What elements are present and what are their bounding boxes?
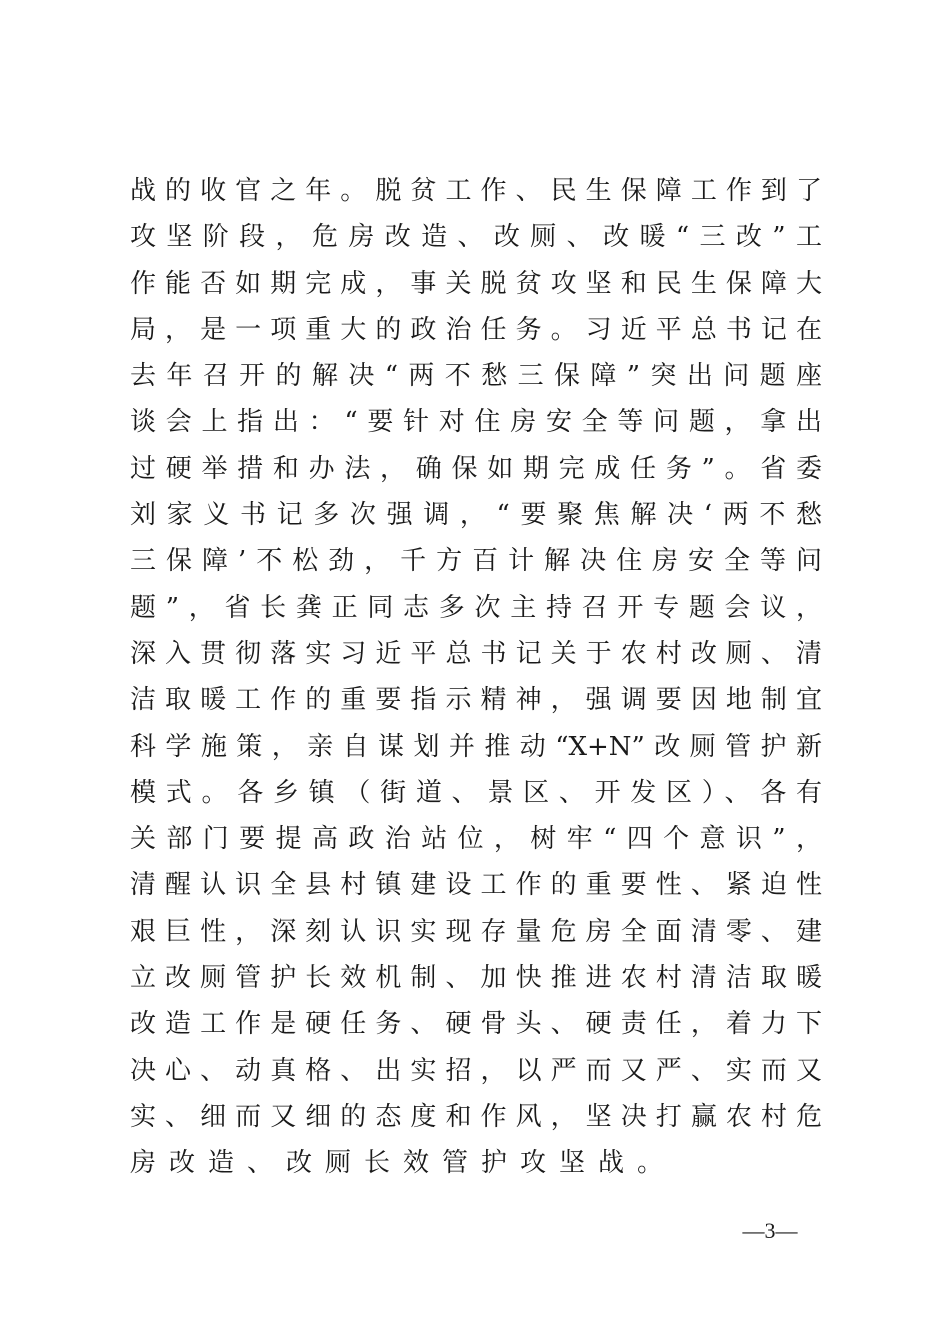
- text-line: 刘家义书记多次强调，“要聚焦解决‘两不愁: [130, 500, 822, 531]
- text-line: 去年召开的解决“两不愁三保障”突出问题座: [130, 361, 822, 392]
- text-line: 深入贯彻落实习近平总书记关于农村改厕、清: [130, 638, 822, 669]
- text-line: 清醒认识全县村镇建设工作的重要性、紧迫性: [130, 870, 822, 901]
- text-line: 战的收官之年。脱贫工作、民生保障工作到了: [130, 176, 822, 206]
- body-text: [130, 168, 822, 1187]
- text-line: 艰巨性，深刻认识实现存量危房全面清零、建: [130, 916, 822, 947]
- text-line: 作能否如期完成，事关脱贫攻坚和民生保障大: [130, 268, 822, 299]
- text-line: 洁取暖工作的重要指示精神，强调要因地制宜: [130, 685, 822, 716]
- text-line: 决心、动真格、出实招，以严而又严、实而又: [130, 1055, 822, 1086]
- text-line: 改造工作是硬任务、硬骨头、硬责任，着力下: [130, 1009, 822, 1040]
- text-line: 题”，省长龚正同志多次主持召开专题会议，: [130, 592, 822, 623]
- text-line: 过硬举措和办法，确保如期完成任务”。省委: [130, 453, 822, 484]
- text-line-last: 房改造、改厕长效管护攻坚战。: [130, 1148, 677, 1179]
- text-line: 三保障’不松劲，千方百计解决住房安全等问: [130, 546, 822, 577]
- text-line: 科学施策，亲自谋划并推动“X+N”改厕管护新: [130, 731, 822, 762]
- text-line: 模式。各乡镇（街道、景区、开发区）、各有: [130, 777, 822, 808]
- page-number: —3—: [742, 1218, 798, 1243]
- text-line: 立改厕管护长效机制、加快推进农村清洁取暖: [130, 963, 822, 994]
- text-line: 谈会上指出：“要针对住房安全等问题，拿出: [130, 407, 822, 438]
- text-line: 实、细而又细的态度和作风，坚决打赢农村危: [130, 1101, 822, 1132]
- text-line: 局，是一项重大的政治任务。习近平总书记在: [130, 314, 822, 345]
- text-line: 关部门要提高政治站位，树牢“四个意识”，: [130, 824, 822, 855]
- text-line: 攻坚阶段，危房改造、改厕、改暖“三改”工: [130, 222, 822, 253]
